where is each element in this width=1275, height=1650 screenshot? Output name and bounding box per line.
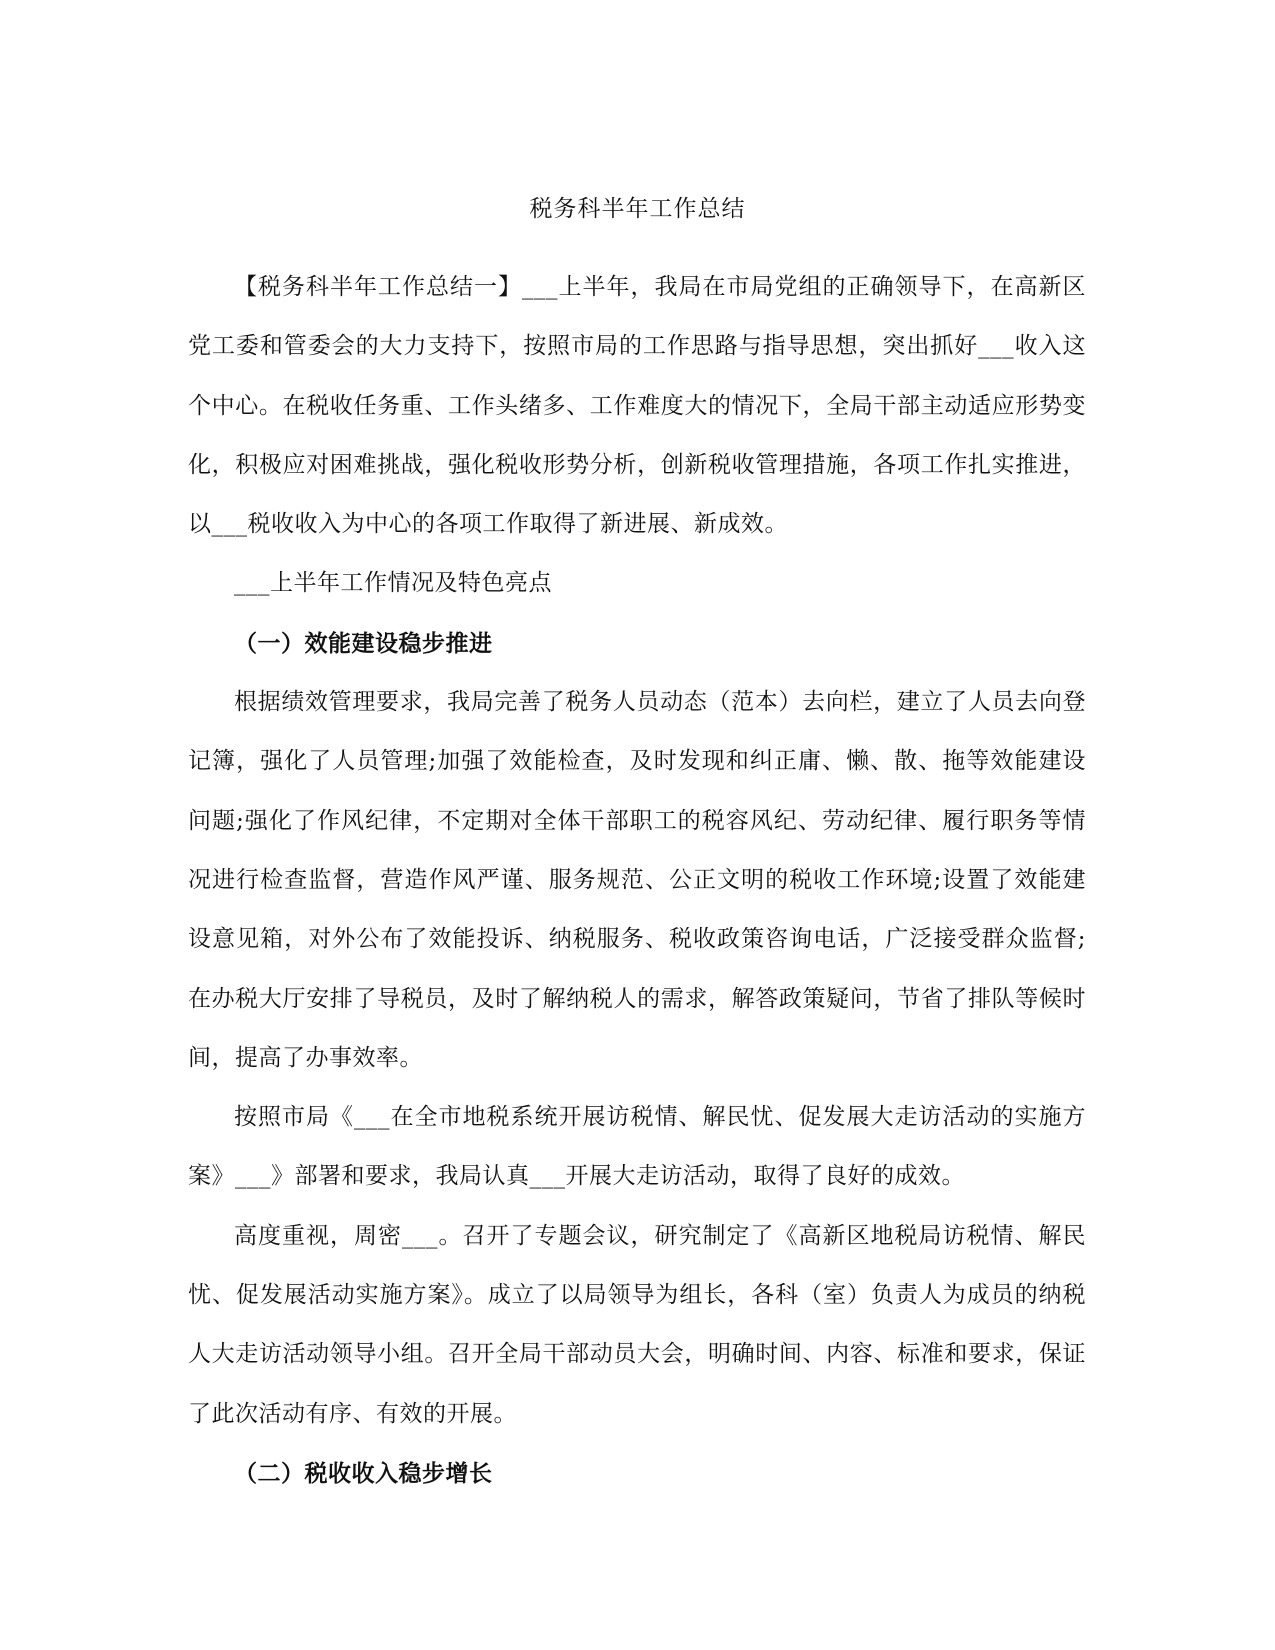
section-paragraph: 高度重视，周密___。召开了专题会议，研究制定了《高新区地税局访税情、解民忧、促发展活动实施方案》。成立了以局领导为组长，各科（室）负责人为成员的纳税人大走访活动领导小组。召开全局干部动员大会，明确时间、内容、标准和要求，保证了此次活动有序、有效的开展。	[188, 1222, 1086, 1427]
document-title: 税务科半年工作总结	[529, 196, 746, 222]
section-paragraph: 根据绩效管理要求，我局完善了税务人员动态（范本）去向栏，建立了人员去向登记簿，强化了人员管理;加强了效能检查，及时发现和纠正庸、懒、散、拖等效能建设问题;强化了作风纪律，不定期对全体干部职工的税容风纪、劳动纪律、履行职务等情况进行检查监督，营造作风严谨、服务规范、公正文明的税收工作环境;设置了效能建设意见箱，对外公布了效能投诉、纳税服务、税收政策咨询电话，广泛接受群众监督;在办税大厅安排了导税员，及时了解纳税人的需求，解答政策疑问，节省了排队等候时间，提高了办事效率。	[188, 689, 1086, 1071]
section-heading-tax-revenue: （二）税收收入稳步增长	[234, 1459, 493, 1487]
document-body	[188, 258, 1086, 1503]
section-heading-efficiency: （一）效能建设稳步推进	[234, 629, 493, 657]
section-paragraph: 按照市局《___在全市地税系统开展访税情、解民忧、促发展大走访活动的实施方案》___》部署和要求，我局认真___开展大走访活动，取得了良好的成效。	[188, 1104, 1086, 1190]
overview-heading: ___上半年工作情况及特色亮点	[234, 570, 552, 597]
intro-paragraph: 【税务科半年工作总结一】___上半年，我局在市局党组的正确领导下，在高新区党工委和管委会的大力支持下，按照市局的工作思路与指导思想，突出抓好___收入这个中心。在税收任务重、工作头绪多、工作难度大的情况下，全局干部主动适应形势变化，积极应对困难挑战，强化税收形势分析，创新税收管理措施，各项工作扎实推进，以___税收收入为中心的各项工作取得了新进展、新成效。	[188, 274, 1086, 538]
